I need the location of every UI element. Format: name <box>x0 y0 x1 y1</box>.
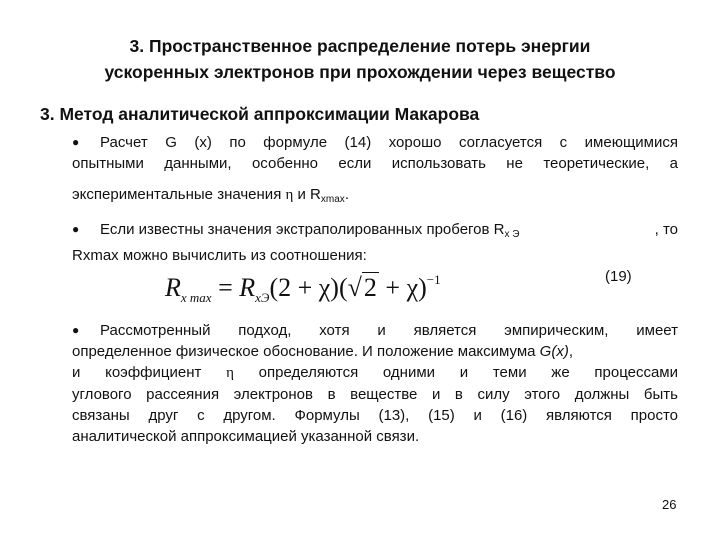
page-number: 26 <box>662 497 677 512</box>
bullet-icon: ● <box>72 222 80 236</box>
p1-line-2: опытными данными, особенно если использовать не теоретические, а <box>72 155 678 172</box>
title-line-2: ускоренных электронов при прохождении через вещество <box>104 62 616 82</box>
p1-line-3: экспериментальные значения η и $R_{xmax}$. <box>72 186 349 205</box>
eta-symbol: η <box>226 365 234 381</box>
paragraph-3 <box>72 320 678 447</box>
slide-title <box>40 33 680 85</box>
title-line-1: 3. Пространственное распределение потерь энергии <box>129 36 591 56</box>
p2-line-2: Rxmax можно вычислить из соотношения: <box>72 247 367 264</box>
bullet-icon: ● <box>72 135 80 149</box>
bullet-icon: ● <box>72 323 80 337</box>
p3-line-4: углового рассеяния электронов в веществе и в силу этого должны быть <box>72 386 678 403</box>
p3-line-1: ● Рассмотренный подход, хотя и является эмпирическим, имеет <box>72 322 678 339</box>
p2-line-1: ● Если известны значения экстраполированных пробегов $R_{x Э}$ , то <box>72 221 678 240</box>
p3-line-6: аналитической аппроксимацией указанной связи. <box>72 428 420 445</box>
eta-symbol: η <box>285 187 294 203</box>
paragraph-1 <box>72 132 678 210</box>
section-heading: 3. Метод аналитической аппроксимации Макарова <box>40 104 480 124</box>
paragraph-2 <box>72 219 678 266</box>
p1-line-1: ● Расчет G (x) по формуле (14) хорошо согласуется с имеющимися <box>72 134 678 151</box>
equation-number: (19) <box>605 268 632 285</box>
p3-line-5: связаны друг с другом. Формулы (13), (15) и (16) являются просто <box>72 407 678 424</box>
p3-line-2: определенное физическое обоснование. И положение максимума G(x), <box>72 343 574 360</box>
formula-19: $R_{x max} = R_{xЭ}(2 + \chi)(√2 + \chi)^{-1}$ <box>165 272 441 305</box>
p3-line-3: и коэффициент η определяются одними и теми же процессами <box>72 364 678 381</box>
